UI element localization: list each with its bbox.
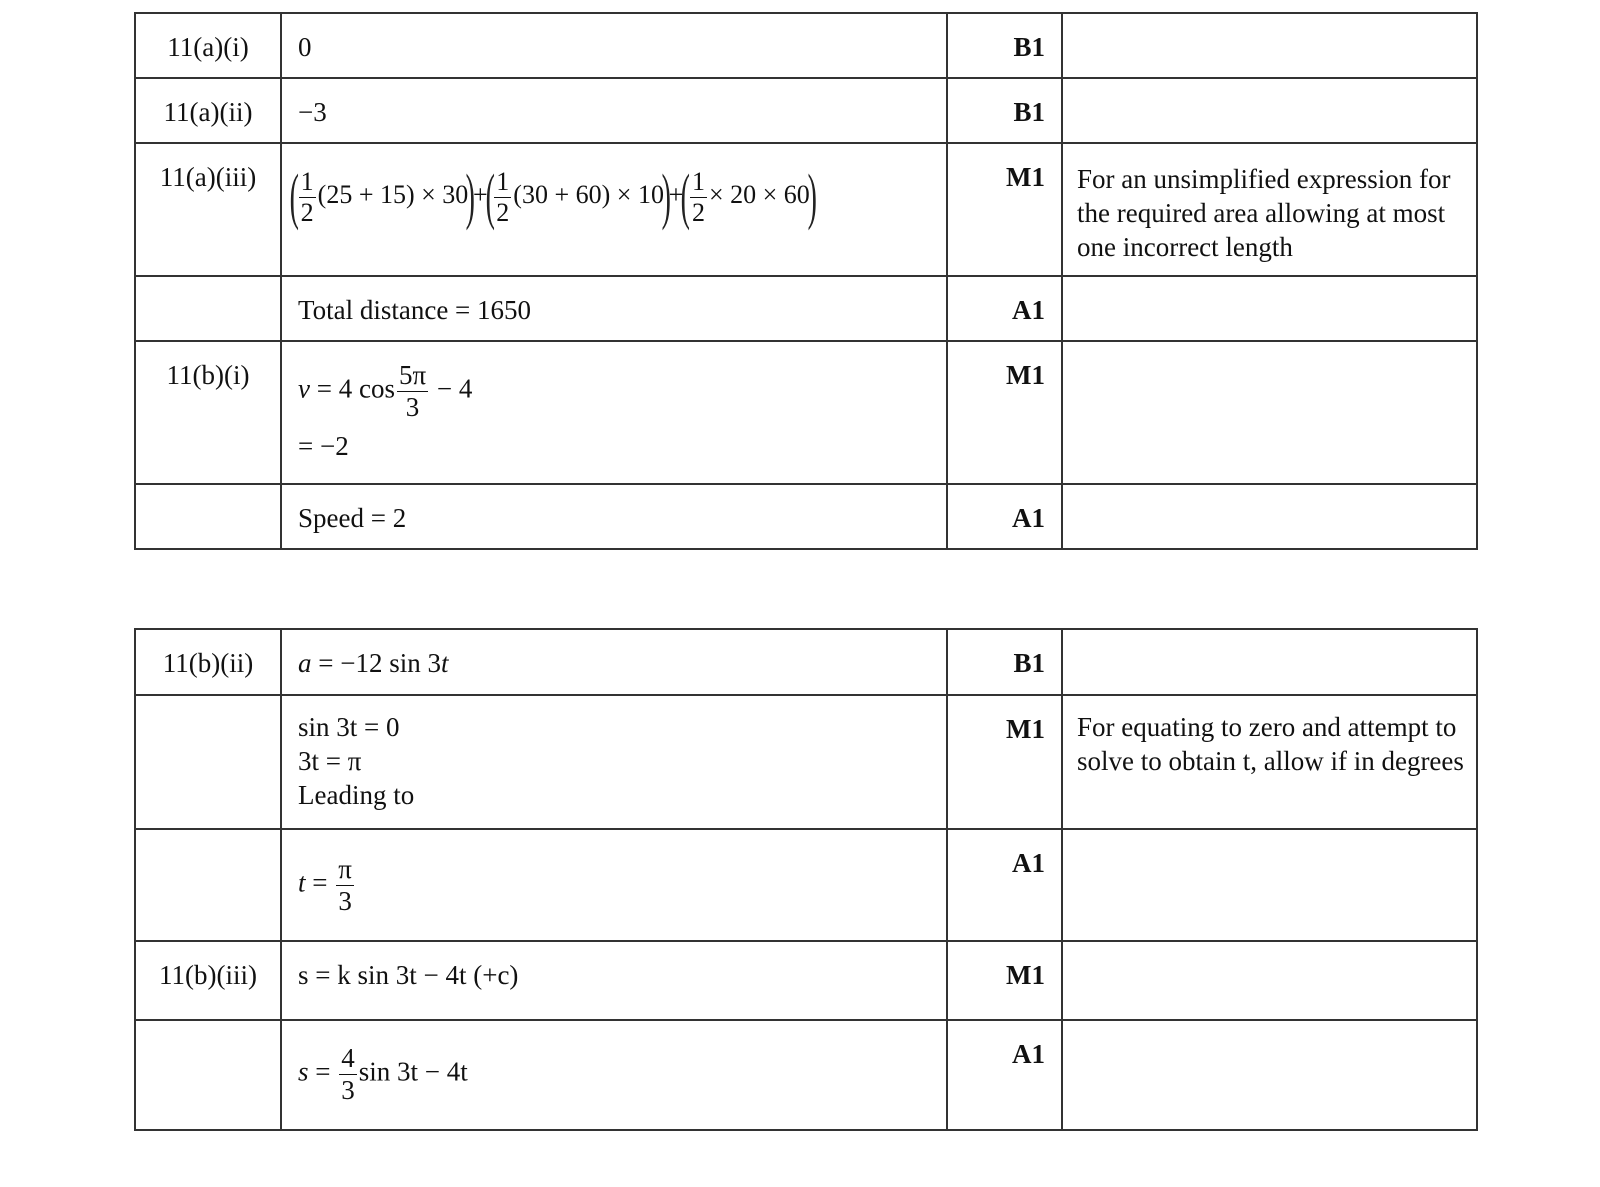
question-number: 11(a)(ii) (135, 78, 281, 143)
table-row (135, 484, 1477, 549)
table-row (135, 1020, 1477, 1130)
mark-cell: M1 (947, 341, 1062, 484)
acceleration-expression: a = −12 sin 3t (281, 629, 947, 695)
guidance-cell (1062, 829, 1477, 941)
guidance-cell (1062, 13, 1477, 78)
mark-cell: B1 (947, 13, 1062, 78)
table-row (135, 276, 1477, 341)
mark-cell: M1 (947, 695, 1062, 829)
table-row (135, 629, 1477, 695)
question-number (135, 829, 281, 941)
answer-cell: Total distance = 1650 (281, 276, 947, 341)
guidance-cell (1062, 629, 1477, 695)
guidance-cell (1062, 276, 1477, 341)
question-number: 11(b)(i) (135, 341, 281, 484)
answer-cell: 0 (281, 13, 947, 78)
table-row (135, 341, 1477, 484)
question-number: 11(b)(ii) (135, 629, 281, 695)
guidance-cell (1062, 78, 1477, 143)
velocity-expression: v = 4 cos $\frac{5\pi}{3}$ − 4 = −2 (281, 341, 947, 484)
table-row (135, 695, 1477, 829)
displacement-general: s = k sin 3t − 4t (+c) (281, 941, 947, 1020)
question-number (135, 695, 281, 829)
guidance-cell (1062, 1020, 1477, 1130)
guidance-cell (1062, 341, 1477, 484)
question-number: 11(b)(iii) (135, 941, 281, 1020)
mark-cell: A1 (947, 829, 1062, 941)
mark-cell: A1 (947, 1020, 1062, 1130)
table-row (135, 941, 1477, 1020)
answer-cell: Speed = 2 (281, 484, 947, 549)
solve-steps: sin 3t = 0 3t = π Leading to (281, 695, 947, 829)
table-row (135, 13, 1477, 78)
guidance-cell (1062, 484, 1477, 549)
table-row (135, 829, 1477, 941)
guidance-cell (1062, 941, 1477, 1020)
question-number: 11(a)(i) (135, 13, 281, 78)
question-number (135, 484, 281, 549)
question-number (135, 1020, 281, 1130)
answer-cell: −3 (281, 78, 947, 143)
question-number: 11(a)(iii) (135, 143, 281, 276)
displacement-final: s = $\frac{4}{3}$ sin 3t − 4t (281, 1020, 947, 1130)
mark-cell: B1 (947, 78, 1062, 143)
mark-cell: M1 (947, 143, 1062, 276)
table-row (135, 78, 1477, 143)
mark-cell: A1 (947, 276, 1062, 341)
mark-cell: A1 (947, 484, 1062, 549)
area-expression: ( $\frac{1}{2}$ (25 + 15) × 30)+( $\frac{1}{2}$ (30 + 60) × 10)+( $\frac{1}{2}$ × 20 × 60) (281, 143, 947, 276)
guidance-cell: For equating to zero and attempt to solve to obtain t, allow if in degrees (1062, 695, 1477, 829)
table-row (135, 143, 1477, 276)
question-number (135, 276, 281, 341)
guidance-cell: For an unsimplified expression for the required area allowing at most one incorrect length (1062, 143, 1477, 276)
t-solution: t = $\frac{\pi}{3}$ (281, 829, 947, 941)
mark-scheme-table-2 (134, 628, 1478, 1131)
mark-scheme-table-1 (134, 12, 1478, 550)
mark-cell: M1 (947, 941, 1062, 1020)
mark-cell: B1 (947, 629, 1062, 695)
